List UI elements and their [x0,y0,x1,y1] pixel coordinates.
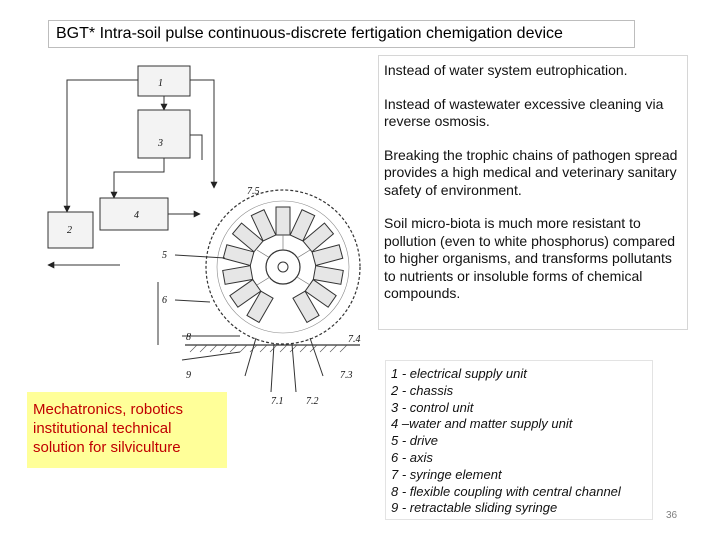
label-8: 8 [186,332,191,343]
label-4: 4 [134,210,139,221]
description-panel [378,55,688,330]
label-75: 7.5 [247,186,260,197]
label-2: 2 [67,225,72,236]
description-item: Instead of wastewater excessive cleaning via reverse osmosis. [384,95,664,129]
label-72: 7.2 [306,396,319,407]
legend-item: 6 - axis [391,449,433,465]
page-number: 36 [666,510,678,521]
label-3: 3 [158,138,163,149]
legend-panel [385,360,653,520]
legend-item: 4 –water and matter supply unit [391,416,573,432]
label-73: 7.3 [340,370,353,381]
label-6: 6 [162,295,167,306]
legend-item: 5 - drive [391,433,438,449]
label-74: 7.4 [348,334,361,345]
label-5: 5 [162,250,167,261]
label-71: 7.1 [271,396,284,407]
label-1: 1 [158,78,163,89]
legend-item: 1 - electrical supply unit [391,366,527,381]
label-9: 9 [186,370,191,381]
block-3-control-unit [138,110,190,158]
legend-item: 9 - retractable sliding syringe [391,500,558,516]
description-item: Breaking the trophic chains of pathogen spread provides a high medical and veterinary sanitary safety of environment. [384,146,678,198]
retractable-syringes [245,338,323,392]
description-item: Instead of water system eutrophication. [384,62,628,78]
description-item: Soil micro-biota is much more resistant to pollution (even to white phosphorus) compared to higher organisms, and transforms pollutants to nutrients or insoluble forms of chemical compounds. [384,215,676,301]
block-1-electrical-supply [138,66,190,96]
page-title: BGT* Intra-soil pulse continuous-discrete fertigation chemigation device [48,20,635,48]
legend-item: 8 - flexible coupling with central channel [391,483,621,499]
legend-item: 2 - chassis [391,382,454,398]
highlight-note: Mechatronics, robotics institutional technical solution for silviculture [27,392,227,468]
legend-item: 7 - syringe element [391,466,502,482]
legend-item: 3 - control unit [391,399,474,415]
